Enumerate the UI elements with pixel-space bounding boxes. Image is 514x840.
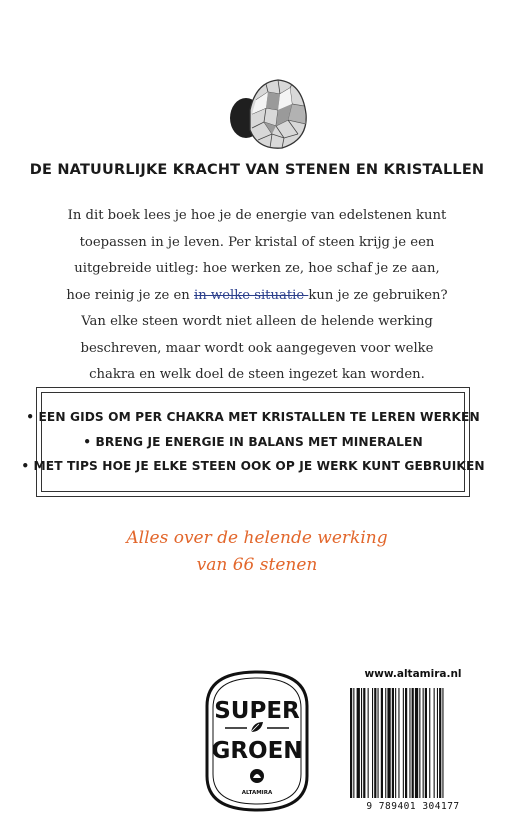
barcode-bar — [425, 688, 427, 798]
tagline-line: van 66 stenen — [196, 555, 318, 575]
description — [44, 203, 470, 389]
feature-bullet: • BRENG JE ENERGIE IN BALANS MET MINERALEN — [83, 434, 423, 449]
description-line: beschreven, maar wordt ook aangegeven voor welke — [80, 340, 434, 356]
barcode-bar — [372, 688, 373, 798]
barcode-bar — [437, 688, 438, 798]
barcode-bar — [368, 688, 369, 798]
barcode-bar — [423, 688, 424, 798]
description-line — [44, 283, 470, 310]
description-line: uitgebreide uitleg: hoe werken ze, hoe schaf je ze aan, — [74, 261, 440, 276]
barcode-bar — [395, 688, 396, 798]
description-line: toepassen in je leven. Per kristal of steen krijg je een — [79, 234, 435, 250]
description-line: In dit boek lees je hoe je de energie van edelstenen kunt — [67, 208, 447, 223]
description-line: Van elke steen wordt niet alleen de helende werking — [81, 314, 433, 329]
features-box-inner — [21, 392, 485, 492]
feature-bullet: • EEN GIDS OM PER CHAKRA MET KRISTALLEN TE LEREN WERKEN — [26, 410, 480, 425]
barcode-bar — [363, 688, 365, 798]
gemstone-icon — [216, 70, 316, 150]
struck-text: in welke situatie — [194, 287, 309, 303]
description-fragment: hoe reinig je ze en — [66, 287, 194, 303]
features-box — [21, 387, 485, 497]
barcode-bar — [405, 688, 407, 798]
barcode-bar — [387, 688, 390, 798]
barcode-bar — [378, 688, 379, 798]
barcode-bar — [385, 688, 386, 798]
barcode-bar — [412, 688, 414, 798]
isbn-number: 9 789401 304177 — [366, 801, 460, 812]
barcode-bar — [419, 688, 420, 798]
headline: DE NATUURLIJKE KRACHT VAN STENEN EN KRISTALLEN — [29, 162, 485, 178]
barcode-bar — [381, 688, 383, 798]
tagline-line: Alles over de helende werking — [126, 528, 388, 548]
feature-bullet: • MET TIPS HOE JE ELKE STEEN OOK OP JE WERK KUNT GEBRUIKEN — [21, 459, 485, 474]
description-line: chakra en welk doel de steen ingezet kan worden. — [89, 367, 425, 382]
barcode-bar — [409, 688, 410, 798]
altamira-logo-icon — [250, 769, 264, 783]
barcode-bar — [403, 688, 404, 798]
barcode-bar — [353, 688, 354, 798]
barcode-bar — [350, 688, 352, 798]
barcode-bar — [361, 688, 362, 798]
barcode-bar — [374, 688, 376, 798]
badge-publisher: ALTAMIRA — [241, 790, 273, 796]
barcode-bar — [398, 688, 399, 798]
website-url: www.altamira.nl — [364, 668, 462, 680]
super-groen-badge — [199, 666, 315, 814]
badge-top-text: SUPER — [214, 698, 300, 724]
barcode-bar — [434, 688, 435, 798]
barcode — [346, 688, 480, 800]
barcode-bar — [357, 688, 360, 798]
description-fragment: kun je ze gebruiken? — [308, 287, 448, 303]
barcode-wrap — [346, 688, 480, 814]
barcode-bar — [439, 688, 441, 798]
barcode-bar — [429, 688, 430, 798]
barcode-bar — [442, 688, 443, 798]
barcode-bar — [392, 688, 394, 798]
badge-bottom-text: GROEN — [211, 738, 303, 764]
barcode-bar — [415, 688, 418, 798]
